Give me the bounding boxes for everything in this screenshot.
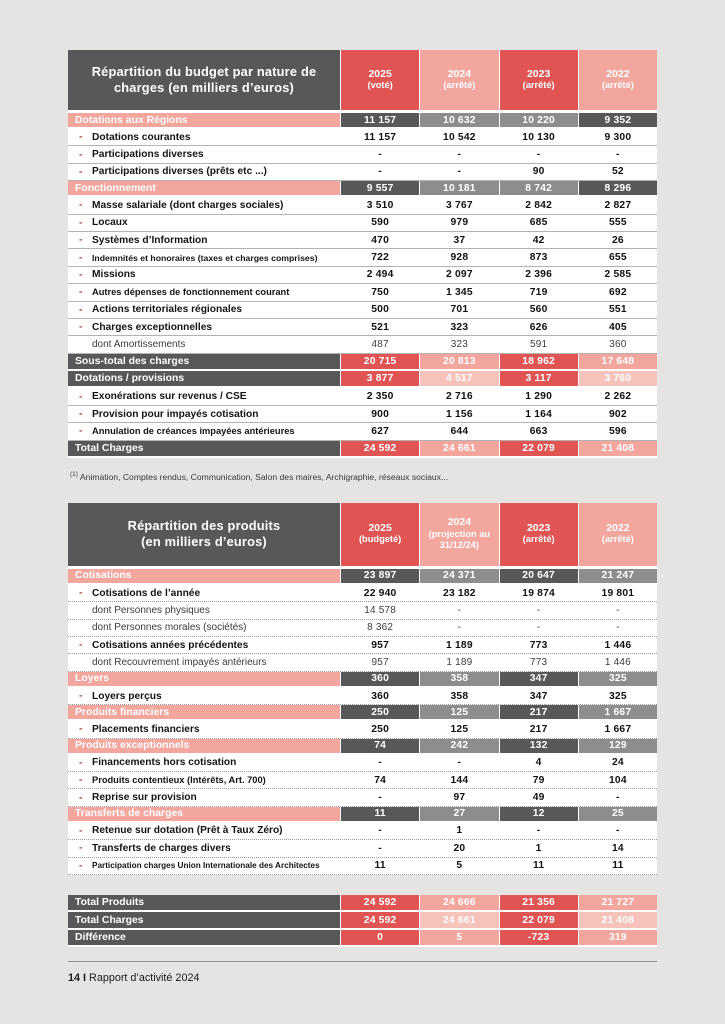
column-header [340, 503, 419, 566]
column-header-line: 2025 [368, 67, 392, 80]
table-title [68, 50, 340, 110]
cell-value: 132 [499, 739, 578, 753]
table-row [68, 319, 657, 336]
cell-value: 23 182 [419, 585, 498, 601]
cell-value: 8 296 [578, 181, 657, 195]
table-title-line: (en milliers d’euros) [141, 534, 267, 550]
table-row [68, 637, 657, 654]
cell-value: 750 [340, 284, 419, 300]
row-label: - Retenue sur dotation (Prêt à Taux Zéro) [68, 823, 340, 839]
cell-value: 19 874 [499, 585, 578, 601]
cell-value: 125 [419, 721, 498, 737]
cell-value: 2 494 [340, 267, 419, 283]
cell-value: 1 667 [578, 705, 657, 719]
row-label: dont Personnes morales (sociétés) [92, 622, 247, 634]
cell-value: 26 [578, 232, 657, 248]
table-row [68, 912, 657, 929]
table-row [68, 441, 657, 458]
cell-value: 590 [340, 215, 419, 231]
column-header-line: (arrêté) [522, 80, 555, 90]
cell-value: 626 [499, 319, 578, 335]
cell-value: 125 [419, 705, 498, 719]
cell-value: 323 [419, 319, 498, 335]
table-row [68, 423, 657, 440]
table-row [68, 823, 657, 840]
row-label: - Placements financiers [68, 721, 340, 737]
cell-value: - [499, 823, 578, 839]
column-header-line: 2022 [606, 521, 630, 534]
column-header-line: (arrêté) [601, 534, 634, 545]
cell-value: - [499, 620, 578, 636]
cell-value: 358 [419, 688, 498, 704]
row-label: - Participations diverses (prêts etc ...) [68, 164, 340, 180]
cell-value: 2 842 [499, 197, 578, 213]
cell-value: 1 446 [578, 654, 657, 670]
cell-value: 25 [578, 807, 657, 821]
row-label: - Charges exceptionnelles [68, 319, 340, 335]
table-row [68, 267, 657, 284]
cell-value: - [578, 823, 657, 839]
cell-value: 2 396 [499, 267, 578, 283]
cell-value: - [419, 164, 498, 180]
cell-value: 957 [340, 654, 419, 670]
cell-value: 655 [578, 249, 657, 265]
cell-value: 21 408 [578, 441, 657, 456]
row-label: - Actions territoriales régionales [68, 302, 340, 318]
cell-value: 3 767 [419, 197, 498, 213]
cell-value: 928 [419, 249, 498, 265]
cell-value: 1 345 [419, 284, 498, 300]
table-row [68, 215, 657, 232]
cell-value: 52 [578, 164, 657, 180]
cell-value: 663 [499, 423, 578, 439]
cell-value: 10 632 [419, 113, 498, 127]
cell-value: 470 [340, 232, 419, 248]
row-label: - Annulation de créances impayées antérieures [68, 423, 340, 439]
cell-value: 3 117 [499, 371, 578, 386]
table-row [68, 181, 657, 197]
cell-value: 9 300 [578, 129, 657, 145]
cell-value: 129 [578, 739, 657, 753]
row-label: - Dotations courantes [68, 129, 340, 145]
cell-value: 360 [578, 336, 657, 352]
row-label: Loyers [68, 672, 340, 686]
column-header-line: 2024 [447, 516, 472, 529]
row-label: dont Personnes physiques [92, 604, 210, 616]
cell-value: 627 [340, 423, 419, 439]
cell-value: 217 [499, 721, 578, 737]
cell-value: 97 [419, 789, 498, 805]
cell-value: 405 [578, 319, 657, 335]
cell-value: 1 164 [499, 406, 578, 422]
table-title-line: Répartition des produits [127, 518, 281, 534]
cell-value: 360 [340, 688, 419, 704]
column-header [499, 503, 578, 566]
cell-value: 17 648 [578, 354, 657, 369]
row-label: Sous-total des charges [68, 354, 340, 369]
column-header-line: 2022 [606, 67, 630, 80]
cell-value: 74 [340, 739, 419, 753]
cell-value: 685 [499, 215, 578, 231]
cell-value: 1 290 [499, 388, 578, 404]
column-header-line: 2023 [526, 67, 551, 80]
table-row [68, 930, 657, 947]
footer-separator: I [83, 972, 87, 985]
cell-value: 8 362 [340, 620, 419, 636]
row-label: - Cotisations de l’année [68, 585, 340, 601]
table-row [68, 249, 657, 266]
table-row [68, 620, 657, 637]
document-page [68, 50, 657, 984]
cell-value: 644 [419, 423, 498, 439]
footer-text: Rapport d’activité 2024 [89, 972, 200, 985]
footer-divider [68, 961, 657, 962]
row-label: - Reprise sur provision [68, 789, 340, 805]
column-header [419, 503, 498, 566]
table-row [68, 569, 657, 585]
row-label: - Financements hors cotisation [68, 755, 340, 771]
cell-value: 347 [499, 672, 578, 686]
cell-value: 1 [419, 823, 498, 839]
table-row [68, 371, 657, 388]
footnote-marker: (1) [70, 471, 78, 479]
row-label: - Indemnités et honoraires (taxes et charges comprises) [68, 249, 340, 265]
cell-value: 4 517 [419, 371, 498, 386]
row-label: Dotations / provisions [68, 371, 340, 386]
cell-value: 2 350 [340, 388, 419, 404]
row-label: - Masse salariale (dont charges sociales) [68, 197, 340, 213]
column-header-line: (budgeté) [358, 534, 402, 545]
cell-value: 773 [499, 654, 578, 670]
cell-value: 719 [499, 284, 578, 300]
cell-value: 979 [419, 215, 498, 231]
table-row [68, 755, 657, 772]
cell-value: 21 727 [578, 895, 657, 910]
page-number: 14 [68, 972, 81, 985]
page-footer [68, 972, 657, 984]
cell-value: 21 408 [578, 912, 657, 927]
table-row [68, 654, 657, 671]
column-header-line: (voté) [367, 80, 393, 90]
row-label: - Participations diverses [68, 146, 340, 162]
column-header-line: (arrêté) [522, 534, 555, 545]
column-header [499, 50, 578, 110]
cell-value: 217 [499, 705, 578, 719]
cell-value: 902 [578, 406, 657, 422]
row-label: - Autres dépenses de fonctionnement courant [68, 284, 340, 300]
cell-value: 24 371 [419, 569, 498, 583]
cell-value: 521 [340, 319, 419, 335]
row-label: Fonctionnement [68, 181, 340, 195]
row-label: Transferts de charges [68, 807, 340, 821]
cell-value: 360 [340, 672, 419, 686]
row-label: - Transferts de charges divers [68, 840, 340, 856]
cell-value: 11 157 [340, 113, 419, 127]
cell-value: 14 578 [340, 602, 419, 618]
cell-value: 79 [499, 772, 578, 788]
cell-value: 773 [499, 637, 578, 653]
row-label: - Missions [68, 267, 340, 283]
row-label: dont Recouvrement impayés antérieurs [92, 657, 267, 669]
cell-value: 1 156 [419, 406, 498, 422]
column-header-line: 2023 [526, 521, 551, 534]
summary-table [68, 895, 657, 947]
cell-value: 10 130 [499, 129, 578, 145]
cell-value: 900 [340, 406, 419, 422]
row-label: - Systèmes d’Information [68, 232, 340, 248]
row-label: - Produits contentieux (Intérêts, Art. 700) [68, 772, 340, 788]
table-row [68, 113, 657, 129]
cell-value: 10 181 [419, 181, 498, 195]
cell-value: 22 079 [499, 912, 578, 927]
cell-value: 250 [340, 705, 419, 719]
table-row [68, 840, 657, 857]
column-header-line: (projection au [428, 528, 491, 539]
cell-value: 2 716 [419, 388, 498, 404]
cell-value: 591 [499, 336, 578, 352]
row-label: Total Charges [68, 441, 340, 456]
table-title [68, 503, 340, 566]
cell-value: 90 [499, 164, 578, 180]
cell-value: 596 [578, 423, 657, 439]
row-label: - Cotisations années précédentes [68, 637, 340, 653]
cell-value: 24 592 [340, 895, 419, 910]
cell-value: 9 557 [340, 181, 419, 195]
cell-value: 27 [419, 807, 498, 821]
table-row [68, 232, 657, 249]
column-header [419, 50, 498, 110]
cell-value: 5 [419, 858, 498, 874]
cell-value: 555 [578, 215, 657, 231]
cell-value: 23 897 [340, 569, 419, 583]
cell-value: 74 [340, 772, 419, 788]
table-row [68, 354, 657, 371]
cell-value: 1 446 [578, 637, 657, 653]
cell-value: - [340, 823, 419, 839]
cell-value: - [340, 146, 419, 162]
cell-value: 1 [499, 840, 578, 856]
cell-value: 9 352 [578, 113, 657, 127]
cell-value: - [419, 602, 498, 618]
cell-value: 3 877 [340, 371, 419, 386]
cell-value: 242 [419, 739, 498, 753]
cell-value: 323 [419, 336, 498, 352]
table-row [68, 739, 657, 755]
column-header-line: 2025 [368, 521, 392, 534]
cell-value: 20 813 [419, 354, 498, 369]
column-header-line: 31/12/24) [439, 540, 480, 551]
cell-value: 11 [499, 858, 578, 874]
cell-value: 20 715 [340, 354, 419, 369]
cell-value: 722 [340, 249, 419, 265]
table-header-row [68, 503, 657, 569]
cell-value: 358 [419, 672, 498, 686]
column-header-line: (arrêté) [601, 80, 634, 90]
cell-value: - [578, 602, 657, 618]
cell-value: - [499, 602, 578, 618]
cell-value: 551 [578, 302, 657, 318]
cell-value: 2 585 [578, 267, 657, 283]
table-title-line: charges (en milliers d’euros) [113, 80, 295, 95]
cell-value: 1 667 [578, 721, 657, 737]
table-row [68, 772, 657, 789]
footnote [70, 471, 657, 482]
cell-value: 11 [340, 807, 419, 821]
cell-value: 14 [578, 840, 657, 856]
table-row [68, 789, 657, 806]
cell-value: 2 097 [419, 267, 498, 283]
row-label: Dotations aux Régions [68, 113, 340, 127]
row-label: Total Produits [68, 895, 340, 910]
cell-value: 1 189 [419, 637, 498, 653]
cell-value: 10 220 [499, 113, 578, 127]
table-row [68, 336, 657, 353]
table-row [68, 807, 657, 823]
row-label: Différence [68, 930, 340, 945]
cell-value: - [340, 755, 419, 771]
cell-value: 692 [578, 284, 657, 300]
cell-value: 12 [499, 807, 578, 821]
row-label: - Locaux [68, 215, 340, 231]
row-label: - Participation charges Union Internationale des Architectes [68, 858, 340, 874]
cell-value: 2 827 [578, 197, 657, 213]
cell-value: 325 [578, 688, 657, 704]
cell-value: - [340, 164, 419, 180]
cell-value: - [578, 789, 657, 805]
charges-table [68, 50, 657, 458]
cell-value: - [578, 146, 657, 162]
cell-value: 8 742 [499, 181, 578, 195]
table-row [68, 406, 657, 423]
cell-value: 11 [578, 858, 657, 874]
cell-value: 20 647 [499, 569, 578, 583]
cell-value: 24 592 [340, 441, 419, 456]
table-row [68, 164, 657, 181]
table-row [68, 146, 657, 163]
table-row [68, 688, 657, 705]
table-row [68, 302, 657, 319]
cell-value: 24 666 [419, 895, 498, 910]
cell-value: 24 661 [419, 441, 498, 456]
cell-value: 22 079 [499, 441, 578, 456]
cell-value: 1 189 [419, 654, 498, 670]
cell-value: - [419, 146, 498, 162]
table-row [68, 895, 657, 912]
table-row [68, 672, 657, 688]
cell-value: 873 [499, 249, 578, 265]
cell-value: 5 [419, 930, 498, 945]
footnote-text: Animation, Comptes rendus, Communication, Salon des maires, Archigraphie, réseaux sociaux... [77, 471, 449, 482]
cell-value: 24 661 [419, 912, 498, 927]
cell-value: - [499, 146, 578, 162]
row-label: Produits exceptionnels [68, 739, 340, 753]
row-label: Total Charges [68, 912, 340, 927]
cell-value: 18 962 [499, 354, 578, 369]
table-row [68, 705, 657, 721]
cell-value: 347 [499, 688, 578, 704]
cell-value: 3 510 [340, 197, 419, 213]
table-row [68, 602, 657, 619]
cell-value: 500 [340, 302, 419, 318]
cell-value: 11 [340, 858, 419, 874]
table-row [68, 585, 657, 602]
column-header-line: (arrêté) [443, 80, 476, 90]
cell-value: 49 [499, 789, 578, 805]
cell-value: 325 [578, 672, 657, 686]
table-row [68, 858, 657, 875]
cell-value: 104 [578, 772, 657, 788]
cell-value: 4 [499, 755, 578, 771]
cell-value: 957 [340, 637, 419, 653]
cell-value: 20 [419, 840, 498, 856]
table-header-row [68, 50, 657, 113]
cell-value: 11 157 [340, 129, 419, 145]
table-row [68, 129, 657, 146]
table-title-line: Répartition du budget par nature de [91, 64, 317, 79]
cell-value: - [419, 755, 498, 771]
cell-value: 319 [578, 930, 657, 945]
cell-value: 22 940 [340, 585, 419, 601]
cell-value: 37 [419, 232, 498, 248]
cell-value: -723 [499, 930, 578, 945]
cell-value: 21 356 [499, 895, 578, 910]
row-label: - Loyers perçus [68, 688, 340, 704]
cell-value: - [419, 620, 498, 636]
cell-value: 0 [340, 930, 419, 945]
table-row [68, 284, 657, 301]
column-header [578, 503, 657, 566]
cell-value: 560 [499, 302, 578, 318]
cell-value: - [578, 620, 657, 636]
cell-value: 144 [419, 772, 498, 788]
row-label: - Provision pour impayés cotisation [68, 406, 340, 422]
products-table [68, 503, 657, 875]
row-label: - Exonérations sur revenus / CSE [68, 388, 340, 404]
column-header [578, 50, 657, 110]
cell-value: 19 801 [578, 585, 657, 601]
table-row [68, 721, 657, 738]
cell-value: 3 760 [578, 371, 657, 386]
table-row [68, 388, 657, 405]
cell-value: 21 247 [578, 569, 657, 583]
cell-value: - [340, 840, 419, 856]
column-header [340, 50, 419, 110]
row-label: Cotisations [68, 569, 340, 583]
cell-value: 24 [578, 755, 657, 771]
cell-value: 2 262 [578, 388, 657, 404]
cell-value: - [340, 789, 419, 805]
column-header-line: 2024 [447, 67, 472, 80]
cell-value: 42 [499, 232, 578, 248]
cell-value: 250 [340, 721, 419, 737]
cell-value: 10 542 [419, 129, 498, 145]
cell-value: 487 [340, 336, 419, 352]
cell-value: 24 592 [340, 912, 419, 927]
row-label: dont Amortissements [92, 338, 186, 350]
table-row [68, 197, 657, 214]
row-label: Produits financiers [68, 705, 340, 719]
cell-value: 701 [419, 302, 498, 318]
